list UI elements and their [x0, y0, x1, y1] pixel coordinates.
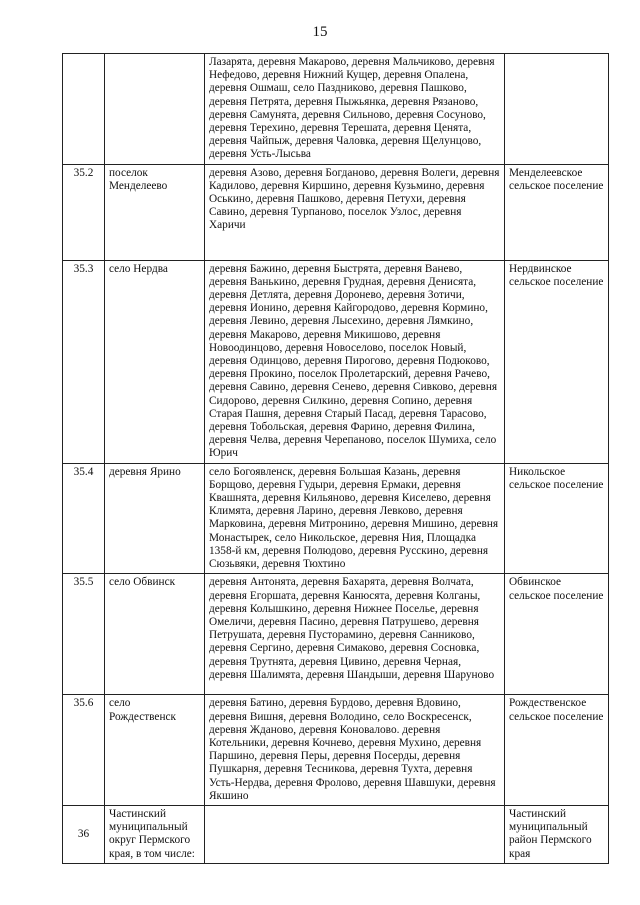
municipal-entity: Никольское сельское поселение	[505, 463, 609, 574]
page-number: 15	[312, 24, 328, 40]
settlement-center: Частинский муниципальный округ Пермского края, в том числе:	[105, 805, 205, 863]
settlement-center: село Нердва	[105, 260, 205, 463]
settlement-list: деревня Антонята, деревня Бахарята, деревня Волчата, деревня Егоршата, деревня Канюсята, деревня Колганы, деревня Колышкино, деревня Нижнее Поселье, деревня Омеличи, деревня Пасино, деревня Патрушево, деревня Петрушата, деревня Пустoрамино, деревня Санниково, деревня Сергино, деревня Симаково, деревня Сосновка, деревня Трутнята, деревня Цивино, деревня Черная, деревня Шалимята, деревня Шандыши, деревня Шаруново	[205, 574, 505, 695]
table-row	[63, 54, 609, 165]
table-row	[63, 805, 609, 863]
settlement-list: село Богоявленск, деревня Большая Казань, деревня Борщово, деревня Гудыри, деревня Ермаки, деревня Квашнята, деревня Кильяново, деревня Киселево, деревня Климята, деревня Ларино, деревня Левково, деревня Марковина, деревня Митронино, деревня Мишино, деревня Монастырек, село Никольское, деревня Ния, Площадка 1358-й км, деревня Полюдово, деревня Русскино, деревня Сюзьвяки, деревня Тюхтино	[205, 463, 505, 574]
settlement-center: поселок Менделеево	[105, 164, 205, 260]
municipal-entity: Обвинское сельское поселение	[505, 574, 609, 695]
row-number: 35.5	[63, 574, 105, 695]
municipal-entity: Частинский муниципальный район Пермского края	[505, 805, 609, 863]
row-number: 35.2	[63, 164, 105, 260]
row-number: 35.6	[63, 695, 105, 806]
settlement-list	[205, 805, 505, 863]
municipal-entity: Нердвинское сельское поселение	[505, 260, 609, 463]
row-number: 35.3	[63, 260, 105, 463]
settlements-table	[62, 53, 609, 864]
row-number: 36	[63, 805, 105, 863]
municipal-entity	[505, 54, 609, 165]
settlement-list: деревня Азово, деревня Богданово, деревня Волеги, деревня Кадилово, деревня Киршино, деревня Кузьмино, деревня Оськино, деревня Пашково, деревня Петухи, деревня Савино, деревня Турпаново, поселок Узлос, деревня Харичи	[205, 164, 505, 260]
settlement-list: деревня Бажино, деревня Быстрята, деревня Ванево, деревня Ванькино, деревня Грудная, деревня Денисята, деревня Детлята, деревня Дороневo, деревня Зотичи, деревня Ионино, деревня Кайгородово, деревня Кормино, деревня Левино, деревня Лысехино, деревня Лямкино, деревня Макарово, деревня Микишово, деревня Новоодинцово, деревня Новоселово, поселок Новый, деревня Одинцово, деревня Пирогово, деревня Подюково, деревня Прокино, поселок Пролетарский, деревня Рачево, деревня Савино, деревня Сенево, деревня Сивково, деревня Сидорово, деревня Силкино, деревня Сопино, деревня Старая Пашня, деревня Старый Пасад, деревня Тарасово, деревня Тобольская, деревня Фарино, деревня Филина, деревня Челва, деревня Черепаново, поселок Шумиха, село Юрич	[205, 260, 505, 463]
settlement-center	[105, 54, 205, 165]
settlement-center: село Обвинск	[105, 574, 205, 695]
municipal-entity: Рождественское сельское поселение	[505, 695, 609, 806]
row-number: 35.4	[63, 463, 105, 574]
settlement-center: село Рождественск	[105, 695, 205, 806]
table-row	[63, 574, 609, 695]
settlement-list: деревня Батино, деревня Бурдово, деревня Вдовино, деревня Вишня, деревня Володино, село Воскресенск, деревня Жданово, деревня Коноваловo. деревня Котельники, деревня Кочнево, деревня Мухино, деревня Паршино, деревня Перы, деревня Посерды, деревня Пушкарня, деревня Тесникова, деревня Тухта, деревня Усть-Нердва, деревня Фролово, деревня Шавшуки, деревня Якшино	[205, 695, 505, 806]
municipal-entity: Менделеевское сельское поселение	[505, 164, 609, 260]
settlement-center: деревня Ярино	[105, 463, 205, 574]
table-row	[63, 695, 609, 806]
table-row	[63, 164, 609, 260]
table-row	[63, 463, 609, 574]
row-number	[63, 54, 105, 165]
table-row	[63, 260, 609, 463]
settlement-list: Лазарята, деревня Макарово, деревня Мальчиково, деревня Нефедово, деревня Нижний Кущер, деревня Опалена, деревня Ошмаш, село Паздниково, деревня Пашково, деревня Петрята, деревня Пыжьянка, деревня Рязаново, деревня Самунята, деревня Сильново, деревня Сосуново, деревня Терехино, деревня Терешата, деревня Ценята, деревня Чайпыж, деревня Чаловка, деревня Щелунцово, деревня Усть-Лысьва	[205, 54, 505, 165]
